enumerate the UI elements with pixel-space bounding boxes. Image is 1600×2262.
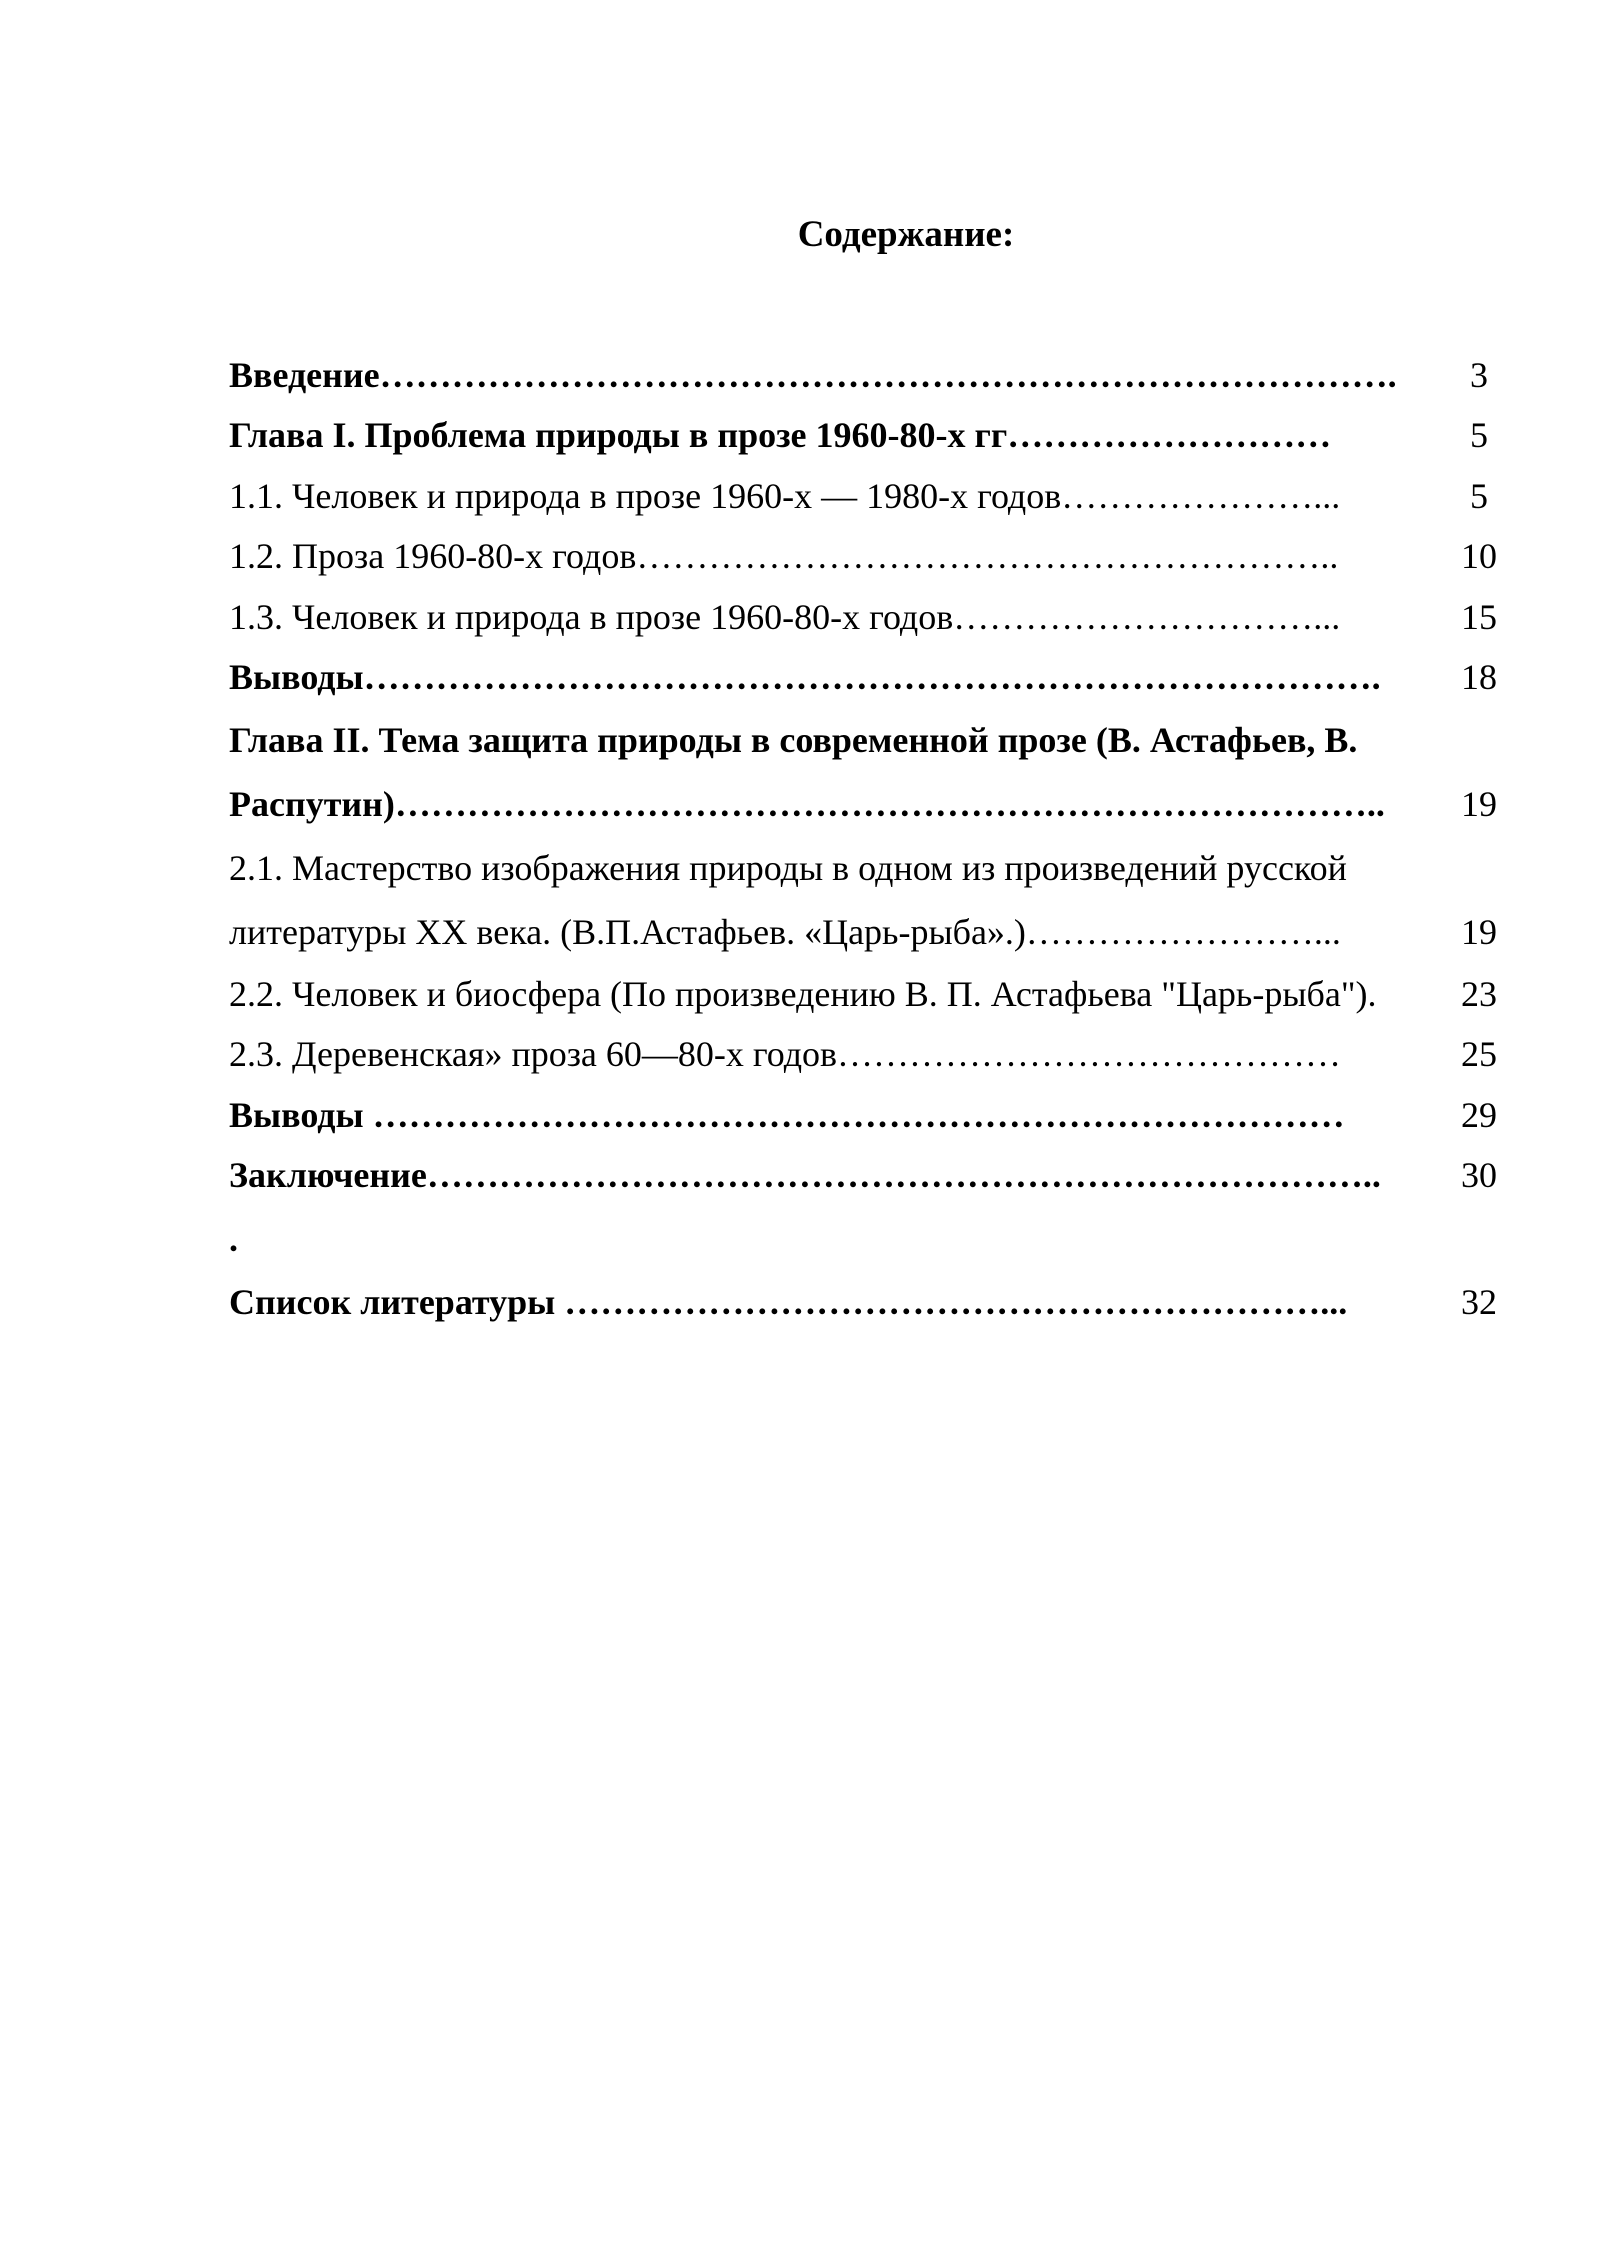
- toc-entry-2-3[interactable]: [229, 1024, 1519, 1085]
- toc-entry-page: 30: [1461, 1155, 1497, 1195]
- toc-entry-conclusion[interactable]: [229, 1145, 1519, 1206]
- toc-entry-2-2[interactable]: [229, 964, 1519, 1025]
- toc-entry-text: Выводы………………………………………………………………………….: [229, 657, 1381, 697]
- toc-entry-text: литературы ХХ века. (В.П.Астафьев. «Царь-рыба».)……………………...: [229, 911, 1341, 952]
- toc-entry-chapter-1[interactable]: [229, 405, 1519, 466]
- toc-entry-text: 2.3. Деревенская» проза 60—80-х годов……………………………………: [229, 1034, 1342, 1074]
- toc-entry-text: 2.2. Человек и биосфера (По произведению В. П. Астафьева "Царь-рыба").: [229, 973, 1377, 1014]
- toc-entry-text: Распутин)………………………………………………………………………..: [229, 783, 1385, 824]
- toc-entry-page: 5: [1470, 475, 1488, 516]
- toc-entry-page: 5: [1470, 415, 1488, 455]
- toc-entry-text: Список литературы ………………………………………………………...: [229, 1281, 1348, 1322]
- toc-entry-bibliography[interactable]: [229, 1272, 1519, 1333]
- toc-entry-chapter-2-continued[interactable]: [229, 772, 1519, 836]
- toc-entry-1-1[interactable]: [229, 466, 1519, 527]
- toc-entry-page: 19: [1461, 911, 1497, 952]
- toc-entry-page: 32: [1461, 1281, 1497, 1322]
- toc-entry-text: Глава I. Проблема природы в прозе 1960-80-х гг………………………: [229, 415, 1332, 455]
- toc-entry-text: 2.1. Мастерство изображения природы в одном из произведений русской: [229, 847, 1347, 888]
- toc-entry-2-1-continued[interactable]: [229, 900, 1519, 964]
- toc-entry-page: 10: [1461, 536, 1497, 576]
- toc-entry-text: Глава II. Тема защита природы в современной прозе (В. Астафьев, В.: [229, 719, 1358, 760]
- toc-entry-chapter-2[interactable]: [229, 708, 1519, 772]
- toc-stray-dot: [229, 1206, 1519, 1272]
- toc-entry-page: 3: [1470, 355, 1488, 395]
- toc-entry-1-3[interactable]: [229, 587, 1519, 648]
- toc-entry-text: Выводы ………………………………………………………………………: [229, 1094, 1345, 1135]
- toc-entry-introduction[interactable]: [229, 345, 1519, 405]
- toc-entry-page: 19: [1461, 783, 1497, 824]
- toc-entry-text: 1.3. Человек и природа в прозе 1960-80-х годов…………………………...: [229, 596, 1341, 637]
- toc-entry-text: Введение………………………………………………………………………….: [229, 355, 1397, 395]
- page-title: Содержание:: [797, 214, 1015, 255]
- toc-entry-page: 15: [1461, 596, 1497, 637]
- toc-entry-text: 1.2. Проза 1960-80-х годов…………………………………………………..: [229, 536, 1339, 576]
- toc-entry-2-1[interactable]: [229, 836, 1519, 900]
- table-of-contents: [229, 345, 1519, 1332]
- toc-entry-text: 1.1. Человек и природа в прозе 1960-х — 1980-х годов…………………...: [229, 475, 1341, 516]
- toc-entry-conclusions-1[interactable]: [229, 647, 1519, 708]
- toc-entry-page: 18: [1461, 657, 1497, 697]
- toc-entry-1-2[interactable]: [229, 526, 1519, 587]
- toc-entry-text: .: [229, 1218, 238, 1259]
- toc-entry-text: Заключение……………………………………………………………………..: [229, 1155, 1381, 1195]
- toc-entry-page: 23: [1461, 973, 1497, 1014]
- toc-entry-page: 25: [1461, 1034, 1497, 1074]
- toc-entry-conclusions-2[interactable]: [229, 1085, 1519, 1146]
- toc-entry-page: 29: [1461, 1094, 1497, 1135]
